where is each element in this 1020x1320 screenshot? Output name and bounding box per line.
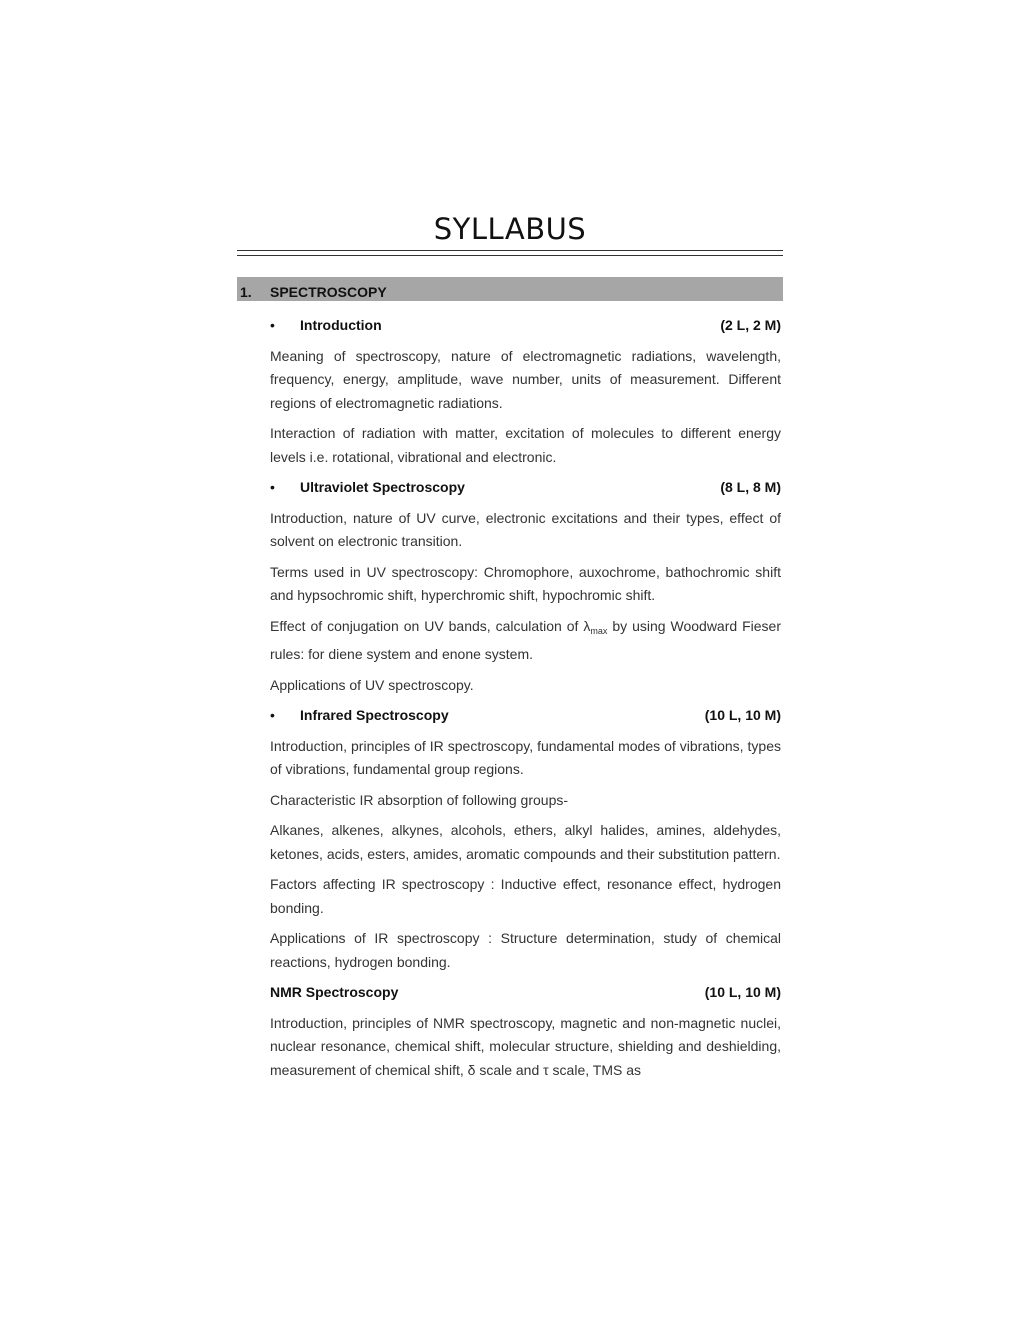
paragraph: Applications of UV spectroscopy. xyxy=(270,676,474,693)
paragraph: Introduction, principles of NMR spectroscopy, magnetic and non-magnetic nuclei, nuclear resonance, chemical shift, molecular structure, shielding and deshielding, measurement of chemical shift, δ scale and τ scale, TMS as xyxy=(270,1014,781,1078)
paragraph: Characteristic IR absorption of following groups- xyxy=(270,791,569,808)
lambda-subscript: max xyxy=(590,625,608,636)
topic-heading-nmr xyxy=(270,981,781,1005)
conjugation-text-before: Effect of conjugation on UV bands, calculation of xyxy=(270,617,584,634)
topic-heading-uv xyxy=(270,476,781,500)
bullet-icon: • xyxy=(270,707,275,723)
topic-name: Ultraviolet Spectroscopy xyxy=(300,479,465,495)
paragraph: Introduction, principles of IR spectroscopy, fundamental modes of vibrations, types of vibrations, fundamental group regions. xyxy=(270,737,781,777)
paragraph: Interaction of radiation with matter, excitation of molecules to different energy levels i.e. rotational, vibrational and electronic. xyxy=(270,425,781,465)
topic-name: Introduction xyxy=(300,317,382,333)
syllabus-content xyxy=(270,314,781,1089)
paragraph: Meaning of spectroscopy, nature of electromagnetic radiations, wavelength, frequency, energy, amplitude, wave number, units of measurement. Different regions of electromagnetic radiations. xyxy=(270,347,781,411)
paragraph: Terms used in UV spectroscopy: Chromophore, auxochrome, bathochromic shift and hypsochromic shift, hyperchromic shift, hypochromic shift. xyxy=(270,563,781,603)
section-number: 1. xyxy=(240,284,252,300)
paragraph: Introduction, nature of UV curve, electronic excitations and their types, effect of solvent on electronic transition. xyxy=(270,509,781,549)
topic-hours: (8 L, 8 M) xyxy=(720,479,781,495)
page-title: SYLLABUS xyxy=(433,212,587,246)
topic-heading-ir xyxy=(270,704,781,728)
title-double-rule xyxy=(237,250,783,256)
section-name: SPECTROSCOPY xyxy=(270,284,387,300)
topic-hours: (10 L, 10 M) xyxy=(704,984,781,1000)
paragraph: Alkanes, alkenes, alkynes, alcohols, ethers, alkyl halides, amines, aldehydes, ketones, acids, esters, amides, aromatic compounds and their substitution pattern. xyxy=(270,822,781,862)
lambda-symbol: λ xyxy=(583,617,591,634)
bullet-icon: • xyxy=(270,479,275,495)
topic-name: Infrared Spectroscopy xyxy=(300,707,449,723)
topic-heading-introduction xyxy=(270,314,781,338)
section-header xyxy=(237,277,783,301)
bullet-icon: • xyxy=(270,317,275,333)
topic-hours: (2 L, 2 M) xyxy=(720,317,781,333)
topic-hours: (10 L, 10 M) xyxy=(704,707,781,723)
conjugation-paragraph xyxy=(270,615,781,667)
paragraph: Factors affecting IR spectroscopy : Inductive effect, resonance effect, hydrogen bonding. xyxy=(270,876,781,916)
topic-name: NMR Spectroscopy xyxy=(270,984,399,1000)
conjugation-text-after: by using Woodward Fieser rules: for diene system and enone system. xyxy=(270,617,782,662)
paragraph: Applications of IR spectroscopy : Structure determination, study of chemical reactions, hydrogen bonding. xyxy=(270,930,781,970)
